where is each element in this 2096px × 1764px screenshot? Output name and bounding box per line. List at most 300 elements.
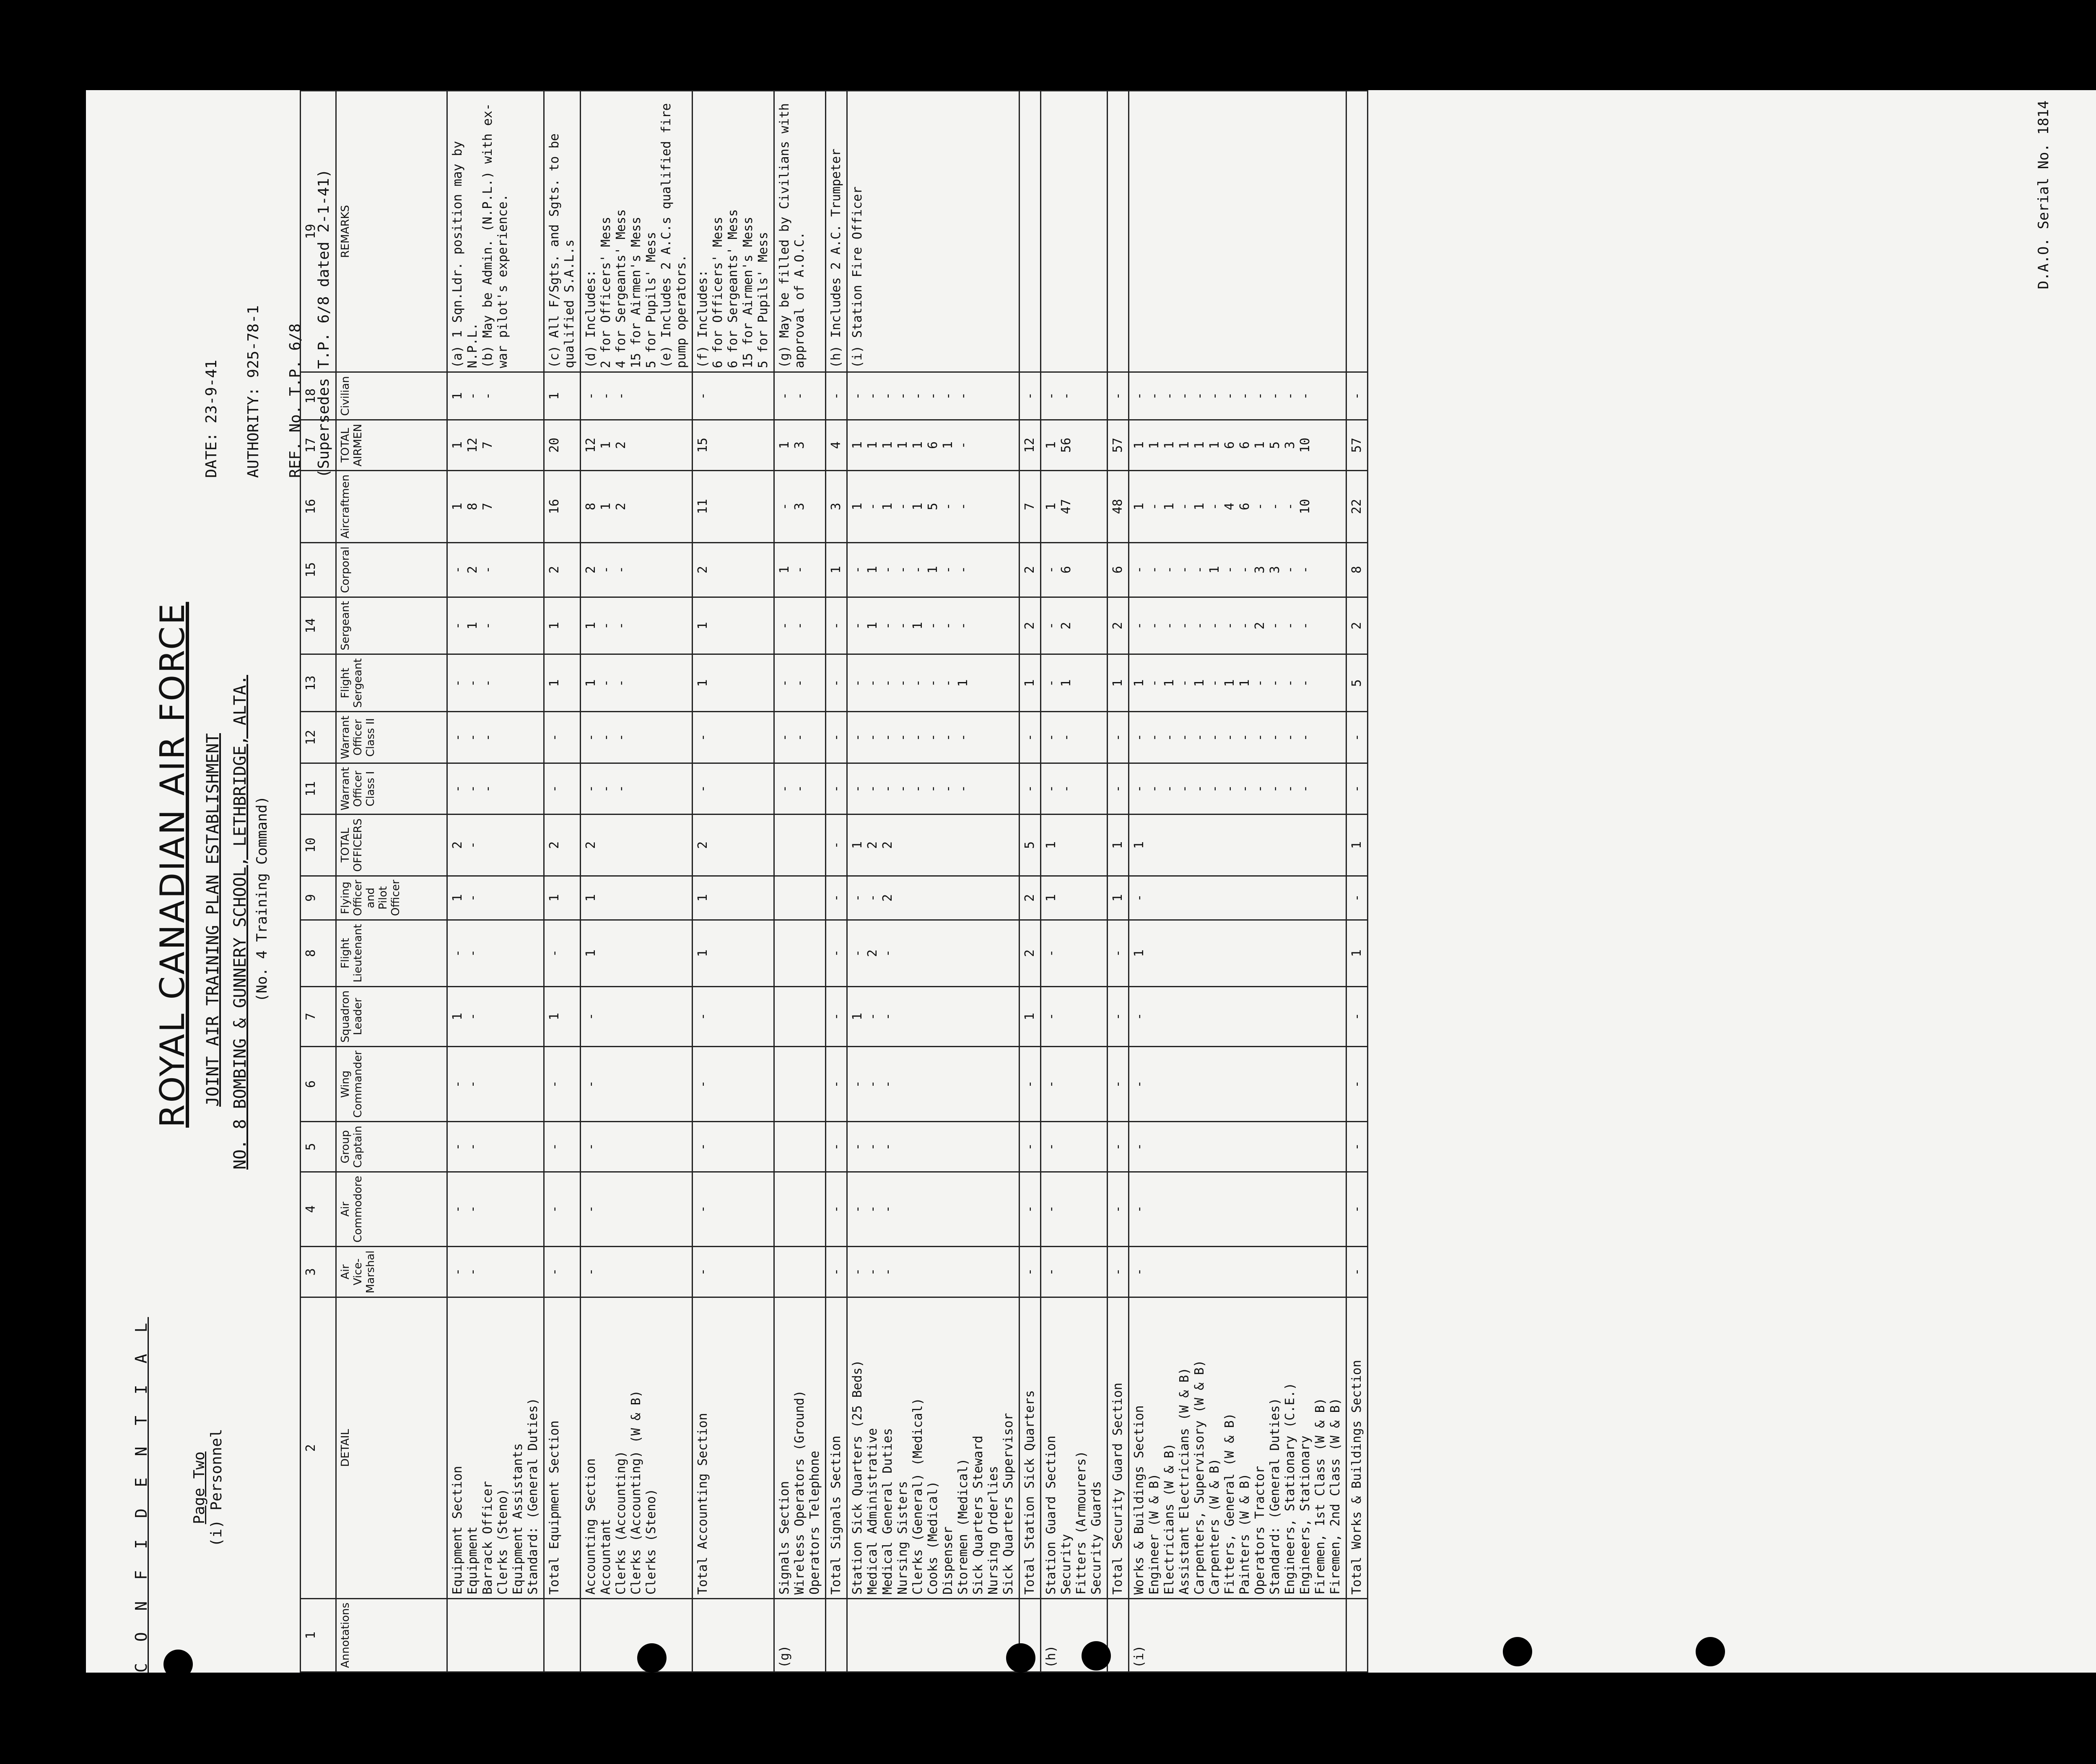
column-header: Warrant Officer Class II xyxy=(336,712,447,763)
total-row xyxy=(1346,91,1368,1672)
value-cell: - - - - - - - - xyxy=(847,712,1019,763)
column-number: 19 xyxy=(301,91,336,372)
value-cell: - xyxy=(1019,1172,1041,1246)
value-cell: - xyxy=(1346,876,1368,920)
column-header: Sergeant xyxy=(336,597,447,654)
value-cell: - - - - - - - - - - - - xyxy=(1129,712,1346,763)
binder-hole xyxy=(1696,1637,1725,1666)
value-cell: - xyxy=(544,712,581,763)
value-cell: 1 xyxy=(693,876,774,920)
value-cell: - - xyxy=(447,920,544,986)
remarks-cell: (f) Includes: 6 for Officers' Mess 6 for Sergeants' Mess 15 for Airmen's Mess 5 for Pupils' Mess xyxy=(693,91,774,372)
value-cell: - 2 - xyxy=(847,920,1019,986)
detail-cell: Equipment Section Equipment Barrack Officer Clerks (Steno) Equipment Assistants Standard: (General Duties) xyxy=(447,1297,544,1599)
section-row xyxy=(1129,91,1346,1672)
value-cell: - xyxy=(693,1246,774,1297)
column-number: 17 xyxy=(301,420,336,471)
annotation-cell: (h) xyxy=(1041,1598,1108,1672)
value-cell: 1 xyxy=(826,542,847,597)
total-row xyxy=(1019,91,1041,1672)
dao-serial: D.A.O. Serial No. 1814 xyxy=(2035,100,2052,289)
rotated-form xyxy=(86,90,2096,1673)
remarks-cell xyxy=(1346,91,1368,372)
value-cell: - xyxy=(693,712,774,763)
value-cell: 1 12 7 xyxy=(447,420,544,471)
confidential-stamp: C O N F I D E N T I A L xyxy=(132,1317,150,1673)
value-cell: - - - - - - - - - - - - xyxy=(1129,763,1346,815)
value-cell: - xyxy=(1346,986,1368,1046)
page-label xyxy=(191,1429,225,1547)
annotation-cell xyxy=(1346,1598,1368,1672)
value-cell: - xyxy=(544,1047,581,1122)
value-cell: - xyxy=(1346,1047,1368,1122)
value-cell: 12 1 2 xyxy=(581,420,693,471)
detail-cell: Total Station Sick Quarters xyxy=(1019,1297,1041,1599)
annotation-cell xyxy=(826,1598,847,1672)
total-row xyxy=(826,91,847,1672)
column-number: 13 xyxy=(301,654,336,712)
detail-cell: Station Guard Section Security Fitters (Armourers) Security Guards xyxy=(1041,1297,1108,1599)
value-cell: 1 xyxy=(1108,654,1129,712)
value-cell: 6 xyxy=(1108,542,1129,597)
value-cell: - xyxy=(581,1172,693,1246)
value-cell: - - - xyxy=(447,763,544,815)
binder-hole xyxy=(163,1650,193,1679)
value-cell: - xyxy=(1108,1246,1129,1297)
binder-hole xyxy=(1503,1637,1532,1666)
value-cell: 1 - - xyxy=(581,654,693,712)
form-subtitle: JOINT AIR TRAINING PLAN ESTABLISHMENT xyxy=(203,733,223,1107)
value-cell: - 1 - - - 1 - - xyxy=(847,542,1019,597)
detail-cell: Total Security Guard Section xyxy=(1108,1297,1129,1599)
value-cell: - xyxy=(693,1047,774,1122)
value-cell: 1 xyxy=(1346,920,1368,986)
column-header: Squadron Leader xyxy=(336,986,447,1046)
value-cell: - xyxy=(826,654,847,712)
value-cell: - - - - - 1 - - 3 3 - - xyxy=(1129,542,1346,597)
value-cell: - xyxy=(1129,1047,1346,1122)
column-header: TOTAL OFFICERS xyxy=(336,815,447,876)
supersedes-field: (Supersedes T.P. 6/8 dated 2-1-41) xyxy=(315,169,332,478)
binder-hole xyxy=(1006,1643,1035,1673)
value-cell: - - xyxy=(447,1172,544,1246)
column-header: REMARKS xyxy=(336,91,447,372)
annotation-cell: (i) xyxy=(1129,1598,1346,1672)
remarks-cell xyxy=(1129,91,1346,372)
value-cell xyxy=(774,1047,826,1122)
value-cell: - - - xyxy=(847,1122,1019,1172)
column-header: Flight Lieutenant xyxy=(336,920,447,986)
total-row xyxy=(1108,91,1129,1672)
annotation-cell xyxy=(847,1598,1019,1672)
value-cell: 1 xyxy=(1041,876,1108,920)
value-cell xyxy=(774,1246,826,1297)
value-cell: 2 xyxy=(1019,876,1041,920)
value-cell: 1 xyxy=(544,654,581,712)
value-cell xyxy=(774,1122,826,1172)
value-cell: 1 xyxy=(1346,815,1368,876)
value-cell: - xyxy=(581,1047,693,1122)
value-cell: 7 xyxy=(1019,470,1041,542)
value-cell: 1 - 1 - 1 - 4 6 - - - 10 xyxy=(1129,470,1346,542)
value-cell: - - xyxy=(774,654,826,712)
value-cell: - xyxy=(826,597,847,654)
value-cell: - - xyxy=(774,763,826,815)
value-cell: 1 - 1 - 1 5 - - xyxy=(847,470,1019,542)
value-cell: - xyxy=(581,1246,693,1297)
column-number: 4 xyxy=(301,1172,336,1246)
value-cell: 1 xyxy=(1129,920,1346,986)
value-cell: - xyxy=(1108,1172,1129,1246)
column-number: 7 xyxy=(301,986,336,1046)
value-cell: - - xyxy=(447,1047,544,1122)
value-cell: - - xyxy=(1041,712,1108,763)
remarks-cell: (g) May be filled by Civilians with approval of A.O.C. xyxy=(774,91,826,372)
column-number: 12 xyxy=(301,712,336,763)
detail-cell: Works & Buildings Section Engineer (W & B) Electricians (W & B) Assistant Electricians (W & B) Carpenters, Supervisory (W & B) Carpenters (W & B) Fitters, General (W & B) Painters (W & B) Operators Tractor Standard: (General Duties) Engineers, Stationary (C.E.) Engineers, Stationary Firemen, 1st Class (W & B) Firemen, 2nd Class (W & B) xyxy=(1129,1297,1346,1599)
column-number: 15 xyxy=(301,542,336,597)
column-number: 6 xyxy=(301,1047,336,1122)
value-cell: 1 xyxy=(693,597,774,654)
column-header: Annotations xyxy=(336,1598,447,1672)
value-cell: - xyxy=(693,372,774,420)
date-field: DATE: 23-9-41 xyxy=(203,360,220,478)
command-name: (No. 4 Training Command) xyxy=(254,796,270,1002)
value-cell: 3 xyxy=(826,470,847,542)
establishment-table xyxy=(300,90,1368,1673)
value-cell: 2 xyxy=(1346,597,1368,654)
value-cell: - xyxy=(693,1172,774,1246)
value-cell: 8 1 2 xyxy=(581,470,693,542)
column-header: Flight Sergeant xyxy=(336,654,447,712)
value-cell: 20 xyxy=(544,420,581,471)
remarks-cell: (h) Includes 2 A.C. Trumpeter xyxy=(826,91,847,372)
value-cell: - xyxy=(1041,1172,1108,1246)
value-cell: 2 xyxy=(544,542,581,597)
value-cell: 1 xyxy=(544,986,581,1046)
value-cell: 2 - xyxy=(447,815,544,876)
binder-hole xyxy=(1082,1641,1111,1671)
remarks-cell: (d) Includes: 2 for Officers' Mess 4 for Sergeants' Mess 15 for Airmen's Mess 5 for Pupils' Mess (e) Includes 2 A.C.s qualified fire pump operators. xyxy=(581,91,693,372)
value-cell: - xyxy=(581,986,693,1046)
value-cell: - xyxy=(1346,1122,1368,1172)
value-cell: - 2 - xyxy=(447,542,544,597)
value-cell: 2 xyxy=(1019,920,1041,986)
value-cell: - xyxy=(1041,1246,1108,1297)
remarks-cell xyxy=(1108,91,1129,372)
column-number: 2 xyxy=(301,1297,336,1599)
value-cell: 1 1 1 1 1 6 1 - xyxy=(847,420,1019,471)
value-cell: 1 xyxy=(693,920,774,986)
detail-cell: Accounting Section Accountant Clerks (Accounting) Clerks (Accounting) (W & B) Clerks (Steno) xyxy=(581,1297,693,1599)
value-cell: - xyxy=(544,763,581,815)
value-cell: - 1 - - 1 - - - xyxy=(847,597,1019,654)
value-cell: - xyxy=(826,986,847,1046)
value-cell: 2 xyxy=(693,815,774,876)
value-cell: 16 xyxy=(544,470,581,542)
column-number: 8 xyxy=(301,920,336,986)
value-cell: 1 xyxy=(693,654,774,712)
annotation-cell xyxy=(581,1598,693,1672)
value-cell: 1 xyxy=(544,372,581,420)
value-cell: - - - - - - - - xyxy=(847,372,1019,420)
column-header: Wing Commander xyxy=(336,1047,447,1122)
column-number: 1 xyxy=(301,1598,336,1672)
column-number: 18 xyxy=(301,372,336,420)
value-cell: 1 xyxy=(1108,815,1129,876)
value-cell: - xyxy=(544,1246,581,1297)
value-cell: - xyxy=(1108,1047,1129,1122)
value-cell: - xyxy=(1108,986,1129,1046)
annotation-cell: (g) xyxy=(774,1598,826,1672)
value-cell: 1 xyxy=(544,597,581,654)
value-cell: 57 xyxy=(1346,420,1368,471)
value-cell: - - - - - - - - 2 - - - xyxy=(1129,597,1346,654)
annotation-cell xyxy=(447,1598,544,1672)
value-cell: - - - - - - - - xyxy=(847,763,1019,815)
value-cell: - xyxy=(1019,1047,1041,1122)
value-cell: - xyxy=(581,1122,693,1172)
column-header: Civilian xyxy=(336,372,447,420)
value-cell: - xyxy=(693,1122,774,1172)
value-cell xyxy=(774,986,826,1046)
value-cell: - xyxy=(1346,763,1368,815)
remarks-cell xyxy=(1041,91,1108,372)
value-cell: - xyxy=(1019,763,1041,815)
value-cell: - - xyxy=(774,712,826,763)
column-number: 16 xyxy=(301,470,336,542)
value-cell xyxy=(774,876,826,920)
value-cell: - - xyxy=(447,1246,544,1297)
value-cell: 1 xyxy=(1019,654,1041,712)
value-cell: 1 1 1 1 1 1 6 6 1 5 3 10 xyxy=(1129,420,1346,471)
column-header: Air Vice-Marshal xyxy=(336,1246,447,1297)
column-header: Aircraftmen xyxy=(336,470,447,542)
value-cell: - 1 - xyxy=(447,597,544,654)
value-cell: 1 - xyxy=(447,986,544,1046)
value-cell: - 3 xyxy=(774,470,826,542)
column-header-row xyxy=(336,91,447,1672)
value-cell: - xyxy=(1019,712,1041,763)
column-number-row xyxy=(301,91,336,1672)
detail-cell: Station Sick Quarters (25 Beds) Medical Administrative Medical General Duties Nursing Sisters Clerks (General) (Medical) Cooks (Medical) Dispenser Storemen (Medical) Sick Quarters Steward Nursing Orderlies Sick Quarters Supervisor xyxy=(847,1297,1019,1599)
value-cell: - - xyxy=(774,597,826,654)
value-cell: 11 xyxy=(693,470,774,542)
section-row xyxy=(774,91,826,1672)
value-cell: - xyxy=(1108,763,1129,815)
column-number: 5 xyxy=(301,1122,336,1172)
value-cell: - xyxy=(1129,1172,1346,1246)
value-cell: - xyxy=(826,920,847,986)
value-cell xyxy=(774,920,826,986)
value-cell: - - xyxy=(447,1122,544,1172)
value-cell: - xyxy=(693,986,774,1046)
value-cell: - xyxy=(1108,372,1129,420)
detail-cell: Total Works & Buildings Section xyxy=(1346,1297,1368,1599)
value-cell: 22 xyxy=(1346,470,1368,542)
value-cell: - xyxy=(826,1047,847,1122)
value-cell: 1 3 xyxy=(774,420,826,471)
value-cell: - - xyxy=(1041,763,1108,815)
value-cell: - xyxy=(826,712,847,763)
value-cell: - xyxy=(826,1172,847,1246)
value-cell: - - - xyxy=(847,1047,1019,1122)
value-cell xyxy=(774,815,826,876)
value-cell: - xyxy=(1346,712,1368,763)
total-row xyxy=(693,91,774,1672)
value-cell: 2 xyxy=(581,815,693,876)
value-cell: - xyxy=(826,1122,847,1172)
value-cell: - - - - - - - - - - - - xyxy=(1129,372,1346,420)
value-cell: 1 - - xyxy=(581,597,693,654)
value-cell: - - - xyxy=(581,763,693,815)
value-cell xyxy=(774,1172,826,1246)
value-cell: 1 - 1 - 1 - 1 1 - - - - xyxy=(1129,654,1346,712)
value-cell: - - 2 xyxy=(847,876,1019,920)
value-cell: - - - xyxy=(447,654,544,712)
section-row xyxy=(581,91,693,1672)
school-name: NO. 8 BOMBING & GUNNERY SCHOOL, LETHBRIDGE, ALTA. xyxy=(231,674,250,1170)
value-cell: 12 xyxy=(1019,420,1041,471)
column-header: Group Captain xyxy=(336,1122,447,1172)
section-row xyxy=(847,91,1019,1672)
value-cell: 57 xyxy=(1108,420,1129,471)
value-cell: - xyxy=(1041,1047,1108,1122)
value-cell: - xyxy=(1019,1246,1041,1297)
remarks-cell: (i) Station Fire Officer xyxy=(847,91,1019,372)
remarks-cell: (a) 1 Sqn.Ldr. position may by N.P.L. (b) May be Admin. (N.P.L.) with ex-war pilot's experience. xyxy=(447,91,544,372)
column-number: 3 xyxy=(301,1246,336,1297)
remarks-cell xyxy=(1019,91,1041,372)
form-title: ROYAL CANADIAN AIR FORCE xyxy=(153,602,192,1128)
remarks-cell: (c) All F/Sgts. and Sgts. to be qualified S.A.L.s xyxy=(544,91,581,372)
value-cell: - xyxy=(1041,1122,1108,1172)
value-cell: 1 2 2 xyxy=(847,815,1019,876)
value-cell: - xyxy=(826,763,847,815)
binder-hole xyxy=(637,1643,667,1673)
section-row xyxy=(447,91,544,1672)
value-cell: - xyxy=(1129,1246,1346,1297)
value-cell: 1 - - xyxy=(447,372,544,420)
value-cell: - xyxy=(1019,1122,1041,1172)
column-header: Warrant Officer Class I xyxy=(336,763,447,815)
value-cell: - - - xyxy=(847,1172,1019,1246)
column-number: 9 xyxy=(301,876,336,920)
value-cell: - - - xyxy=(581,372,693,420)
value-cell: 1 xyxy=(1129,815,1346,876)
annotation-cell xyxy=(693,1598,774,1672)
value-cell: - xyxy=(1346,1172,1368,1246)
value-cell: - xyxy=(1346,1246,1368,1297)
value-cell: 1 xyxy=(544,876,581,920)
ref-field: REF. No. T.P. 6/8 xyxy=(287,323,304,478)
value-cell: 5 xyxy=(1019,815,1041,876)
column-header: Flying Officer and Pilot Officer xyxy=(336,876,447,920)
column-header: Air Commodore xyxy=(336,1172,447,1246)
column-number: 10 xyxy=(301,815,336,876)
annotation-cell xyxy=(1108,1598,1129,1672)
value-cell: 2 xyxy=(1019,542,1041,597)
value-cell: 1 56 xyxy=(1041,420,1108,471)
value-cell: 2 xyxy=(544,815,581,876)
value-cell: - xyxy=(826,815,847,876)
value-cell: 1 8 7 xyxy=(447,470,544,542)
column-number: 11 xyxy=(301,763,336,815)
value-cell: - xyxy=(1108,920,1129,986)
column-header: Corporal xyxy=(336,542,447,597)
value-cell: 1 xyxy=(1041,815,1108,876)
value-cell: - 1 xyxy=(1041,654,1108,712)
value-cell: - - xyxy=(1041,372,1108,420)
value-cell: 2 xyxy=(693,542,774,597)
value-cell: 8 xyxy=(1346,542,1368,597)
detail-cell: Signals Section Wireless Operators (Ground) Operators Telephone xyxy=(774,1297,826,1599)
value-cell: - xyxy=(544,1122,581,1172)
column-header: TOTAL AIRMEN xyxy=(336,420,447,471)
value-cell: 2 xyxy=(1108,597,1129,654)
value-cell: 1 xyxy=(581,920,693,986)
value-cell: - xyxy=(1129,986,1346,1046)
value-cell: - xyxy=(693,763,774,815)
column-number: 14 xyxy=(301,597,336,654)
value-cell: 1 xyxy=(1019,986,1041,1046)
total-row xyxy=(544,91,581,1672)
value-cell: - xyxy=(1041,986,1108,1046)
value-cell: - - - xyxy=(581,712,693,763)
value-cell: - - - xyxy=(847,1246,1019,1297)
value-cell: 15 xyxy=(693,420,774,471)
value-cell: 5 xyxy=(1346,654,1368,712)
value-cell: - xyxy=(1108,1122,1129,1172)
column-header: DETAIL xyxy=(336,1297,447,1599)
value-cell: 1 - xyxy=(774,542,826,597)
value-cell: - xyxy=(1129,876,1346,920)
value-cell: - xyxy=(544,920,581,986)
value-cell: - 6 xyxy=(1041,542,1108,597)
value-cell: 1 xyxy=(581,876,693,920)
value-cell: - - xyxy=(774,372,826,420)
personnel-label: (i) Personnel xyxy=(208,1429,225,1547)
value-cell: 2 xyxy=(1019,597,1041,654)
detail-cell: Total Accounting Section xyxy=(693,1297,774,1599)
value-cell: - xyxy=(826,876,847,920)
section-row xyxy=(1041,91,1108,1672)
annotation-cell xyxy=(544,1598,581,1672)
detail-cell: Total Signals Section xyxy=(826,1297,847,1599)
value-cell: 1 47 xyxy=(1041,470,1108,542)
value-cell: - 2 xyxy=(1041,597,1108,654)
value-cell: - xyxy=(1346,372,1368,420)
detail-cell: Total Equipment Section xyxy=(544,1297,581,1599)
value-cell: 2 - - xyxy=(581,542,693,597)
value-cell: 48 xyxy=(1108,470,1129,542)
value-cell: - xyxy=(544,1172,581,1246)
value-cell: 1 xyxy=(1108,876,1129,920)
value-cell: - - - xyxy=(447,712,544,763)
page-number: Page Two xyxy=(191,1451,208,1524)
document-page xyxy=(86,90,2096,1673)
value-cell: 1 - xyxy=(447,876,544,920)
value-cell: - xyxy=(1108,712,1129,763)
value-cell: - xyxy=(1129,1122,1346,1172)
value-cell: - xyxy=(826,1246,847,1297)
authority-field: AUTHORITY: 925-78-1 xyxy=(245,305,262,478)
value-cell: - xyxy=(826,372,847,420)
value-cell: - xyxy=(1041,920,1108,986)
value-cell: 1 - - xyxy=(847,986,1019,1046)
value-cell: - - - - - - - 1 xyxy=(847,654,1019,712)
value-cell: - xyxy=(1019,372,1041,420)
